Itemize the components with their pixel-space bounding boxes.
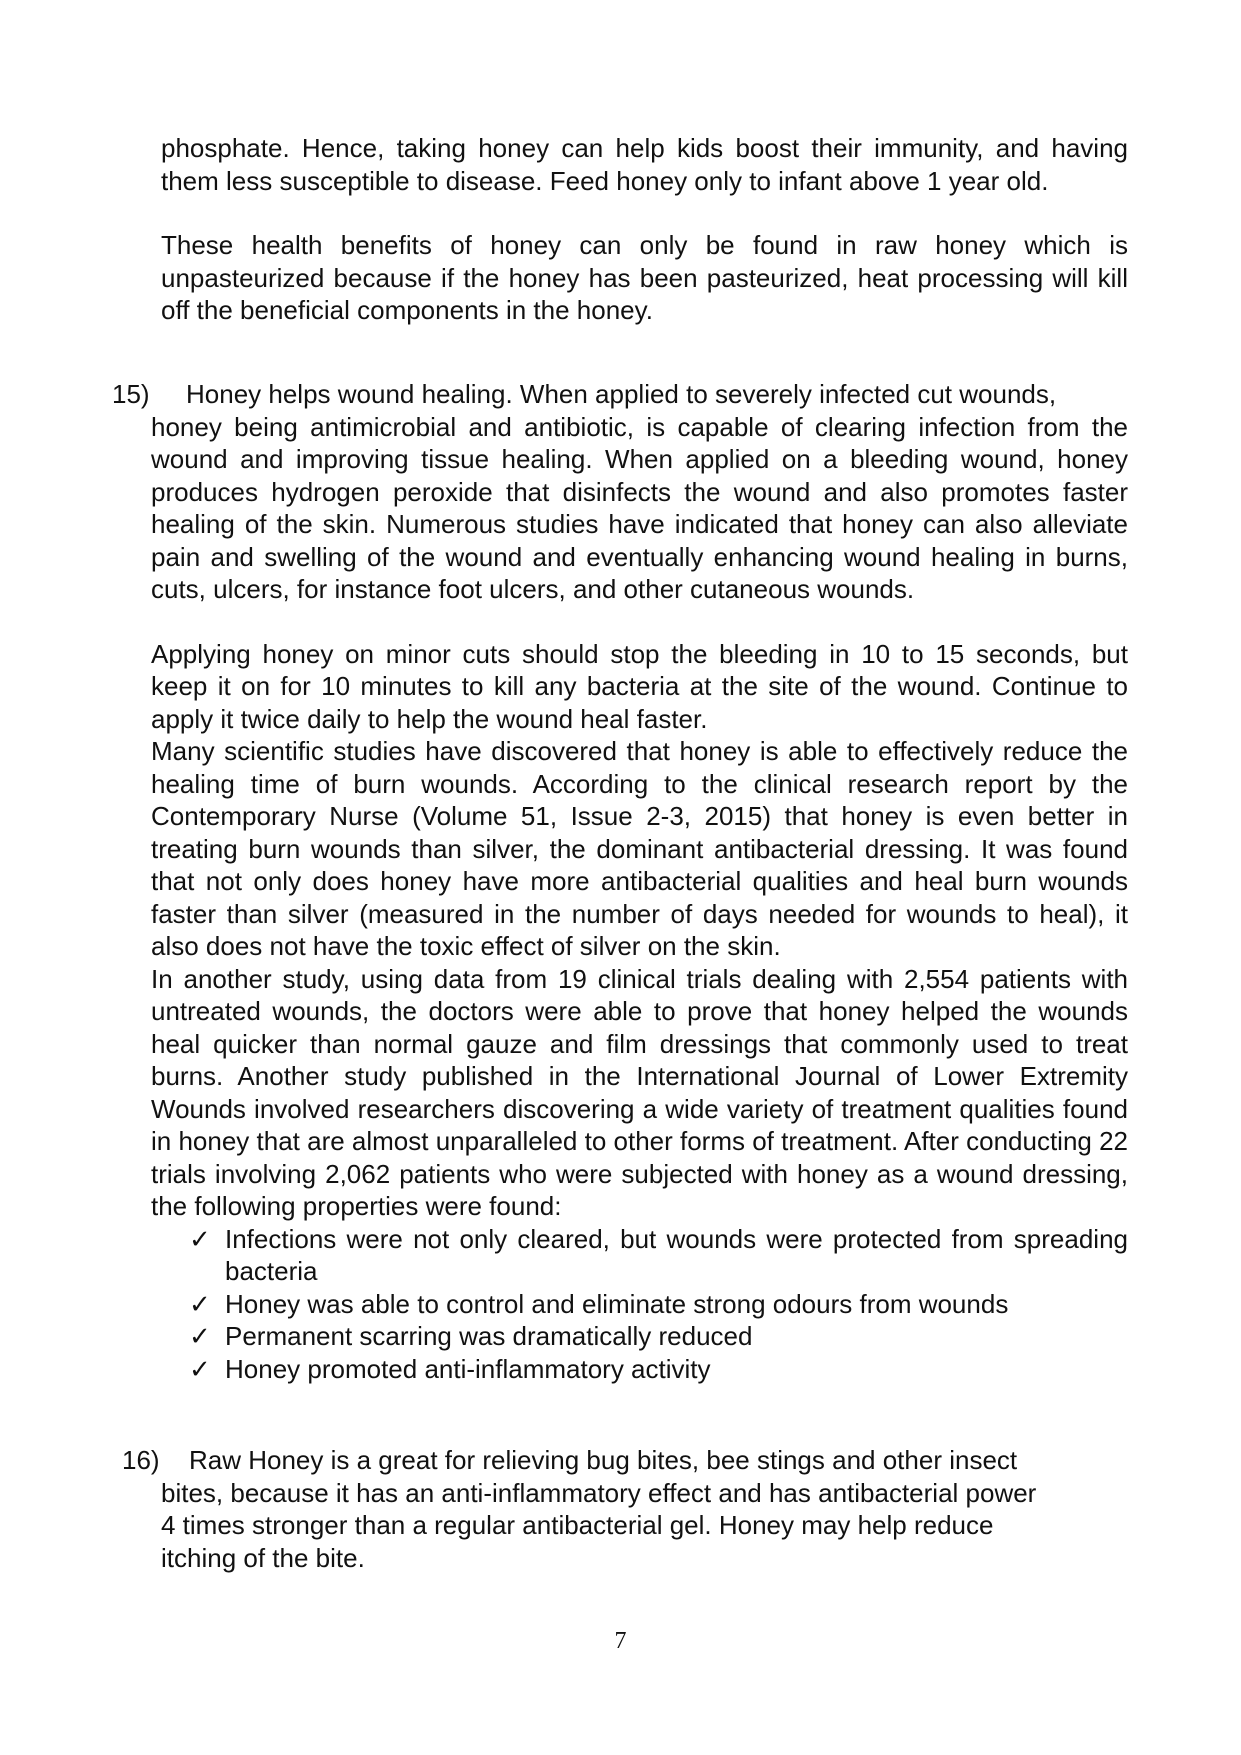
intro-section [161, 132, 1128, 327]
item-15-paragraph-antimicrobial: honey being antimicrobial and antibiotic, is capable of clearing infection from the wound and improving tissue healing. When applied on a bleeding wound, honey produces hydrogen peroxide that disinfects the wound and also promotes faster healing of the skin. Numerous studies have indicated that honey can also alleviate pain and swelling of the wound and eventually enhancing wound healing in burns, cuts, ulcers, for instance foot ulcers, and other cutaneous wounds. [151, 411, 1128, 604]
wound-property-text: Honey was able to control and eliminate strong odours from wounds [225, 1288, 1009, 1319]
item-16-line: 4 times stronger than a regular antibacterial gel. Honey may help reduce [161, 1510, 994, 1540]
item-15-paragraph-minor-cuts: Applying honey on minor cuts should stop the bleeding in 10 to 15 seconds, but keep it on for 10 minutes to kill any bacteria at the site of the wound. Continue to apply it twice daily to help the wound heal faster. [151, 638, 1128, 734]
item-16-lead-line [122, 1444, 1128, 1477]
checkmark-icon: ✓ [189, 1353, 211, 1384]
item-16-lead-text: Raw Honey is a great for relieving bug bites, bee stings and other insect [189, 1445, 1018, 1475]
checkmark-icon: ✓ [189, 1321, 211, 1351]
item-15-lead-line [112, 378, 1128, 411]
wound-property-item [151, 1288, 1128, 1321]
item-15-body [151, 411, 1128, 1386]
item-16 [122, 1444, 1128, 1477]
item-15 [112, 378, 1128, 411]
wound-property-item [151, 1320, 1128, 1353]
item-15-lead-text: Honey helps wound healing. When applied to severely infected cut wounds, [186, 379, 1057, 409]
item-15-number: 15) [112, 379, 150, 409]
wound-properties-list [151, 1223, 1128, 1386]
checkmark-icon: ✓ [189, 1288, 211, 1319]
item-15-paragraph-clinical-trials: In another study, using data from 19 clinical trials dealing with 2,554 patients with untreated wounds, the doctors were able to prove that honey helped the wounds heal quicker than normal gauze and film dressings that commonly used to treat burns. Another study published in the International Journal of Lower Extremity Wounds involved researchers discovering a wide variety of treatment qualities found in honey that are almost unparalleled to other forms of treatment. After conducting 22 trials involving 2,062 patients who were subjected with honey as a wound dressing, the following properties were found: [151, 963, 1129, 1221]
checkmark-icon: ✓ [189, 1223, 211, 1254]
item-16-line: itching of the bite. [161, 1542, 365, 1573]
wound-property-text: Honey promoted anti-inflammatory activity [225, 1353, 711, 1384]
page-number: 7 [614, 1628, 627, 1654]
item-16-body [161, 1477, 1128, 1575]
wound-property-text: Permanent scarring was dramatically reduced [225, 1321, 753, 1351]
wound-property-item [151, 1223, 1128, 1288]
wound-property-item [151, 1353, 1128, 1386]
wound-property-text: Infections were not only cleared, but wounds were protected from spreading bacteria [225, 1223, 1128, 1286]
intro-paragraph-immunity: phosphate. Hence, taking honey can help kids boost their immunity, and having them less susceptible to disease. Feed honey only to infant above 1 year old. [161, 133, 1128, 196]
item-15-paragraph-burn-wounds: Many scientific studies have discovered that honey is able to effectively reduce the healing time of burn wounds. According to the clinical research report by the Contemporary Nurse (Volume 51, Issue 2-3, 2015) that honey is even better in treating burn wounds than silver, the dominant antibacterial dressing. It was found that not only does honey have more antibacterial qualities and heal burn wounds faster than silver (measured in the number of days needed for wounds to heal), it also does not have the toxic effect of silver on the skin. [151, 736, 1128, 961]
item-16-line: bites, because it has an anti-inflammatory effect and has antibacterial power [161, 1477, 1037, 1508]
intro-paragraph-raw-honey: These health benefits of honey can only be found in raw honey which is unpasteurized because if the honey has been pasteurized, heat processing will kill off the beneficial components in the honey. [161, 230, 1128, 325]
item-16-number: 16) [122, 1445, 160, 1475]
